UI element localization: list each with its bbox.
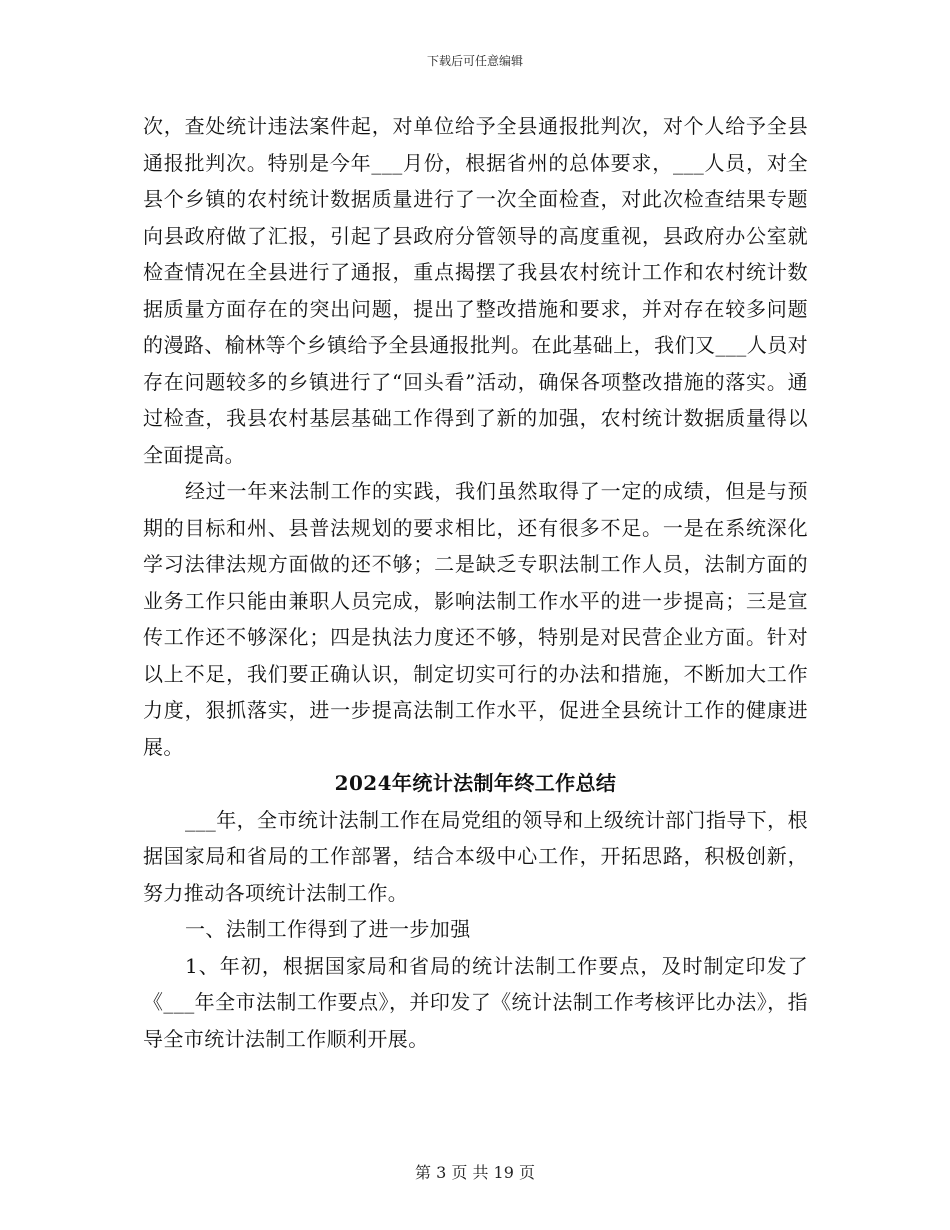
section-title: 2024年统计法制年终工作总结 — [334, 771, 617, 795]
paragraph-shortcomings: 经过一年来法制工作的实践，我们虽然取得了一定的成绩，但是与预期的目标和州、县普法规划的要求相比，还有很多不足。一是在系统深化学习法律法规方面做的还不够；二是缺乏专职法制工作人员，法制方面的业务工作只能由兼职人员完成，影响法制工作水平的进一步提高；三是宣传工作还不够深化；四是执法力度还不够，特别是对民营企业方面。针对以上不足，我们要正确认识，制定切实可行的办法和措施，不断加大工作力度，狠抓落实，进一步提高法制工作水平，促进全县统计工作的健康进展。 — [143, 479, 808, 759]
paragraph-item-1: 1、年初，根据国家局和省局的统计法制工作要点，及时制定印发了《___年全市法制工作要点》，并印发了《统计法制工作考核评比办法》，指导全市统计法制工作顺利开展。 — [143, 953, 808, 1051]
document-body — [143, 108, 808, 1057]
page-number: 第 3 页 共 19 页 — [415, 1163, 535, 1182]
page-header-note: 下载后可任意编辑 — [426, 54, 523, 68]
paragraph-intro: ___年，全市统计法制工作在局党组的领导和上级统计部门指导下，根据国家局和省局的工作部署，结合本级中心工作，开拓思路，积极创新，努力推动各项统计法制工作。 — [143, 807, 808, 905]
subheading-legal-work: 一、法制工作得到了进一步加强 — [185, 917, 471, 941]
paragraph-inspection: 次，查处统计违法案件起，对单位给予全县通报批判次，对个人给予全县通报批判次。特别是今年___月份，根据省州的总体要求，___人员，对全县个乡镇的农村统计数据质量进行了一次全面检查，对此次检查结果专题向县政府做了汇报，引起了县政府分管领导的高度重视，县政府办公室就检查情况在全县进行了通报，重点揭摆了我县农村统计工作和农村统计数据质量方面存在的突出问题，提出了整改措施和要求，并对存在较多问题的漫路、榆林等个乡镇给予全县通报批判。在此基础上，我们又___人员对存在问题较多的乡镇进行了“回头看”活动，确保各项整改措施的落实。通过检查，我县农村基层基础工作得到了新的加强，农村统计数据质量得以全面提高。 — [143, 114, 808, 467]
